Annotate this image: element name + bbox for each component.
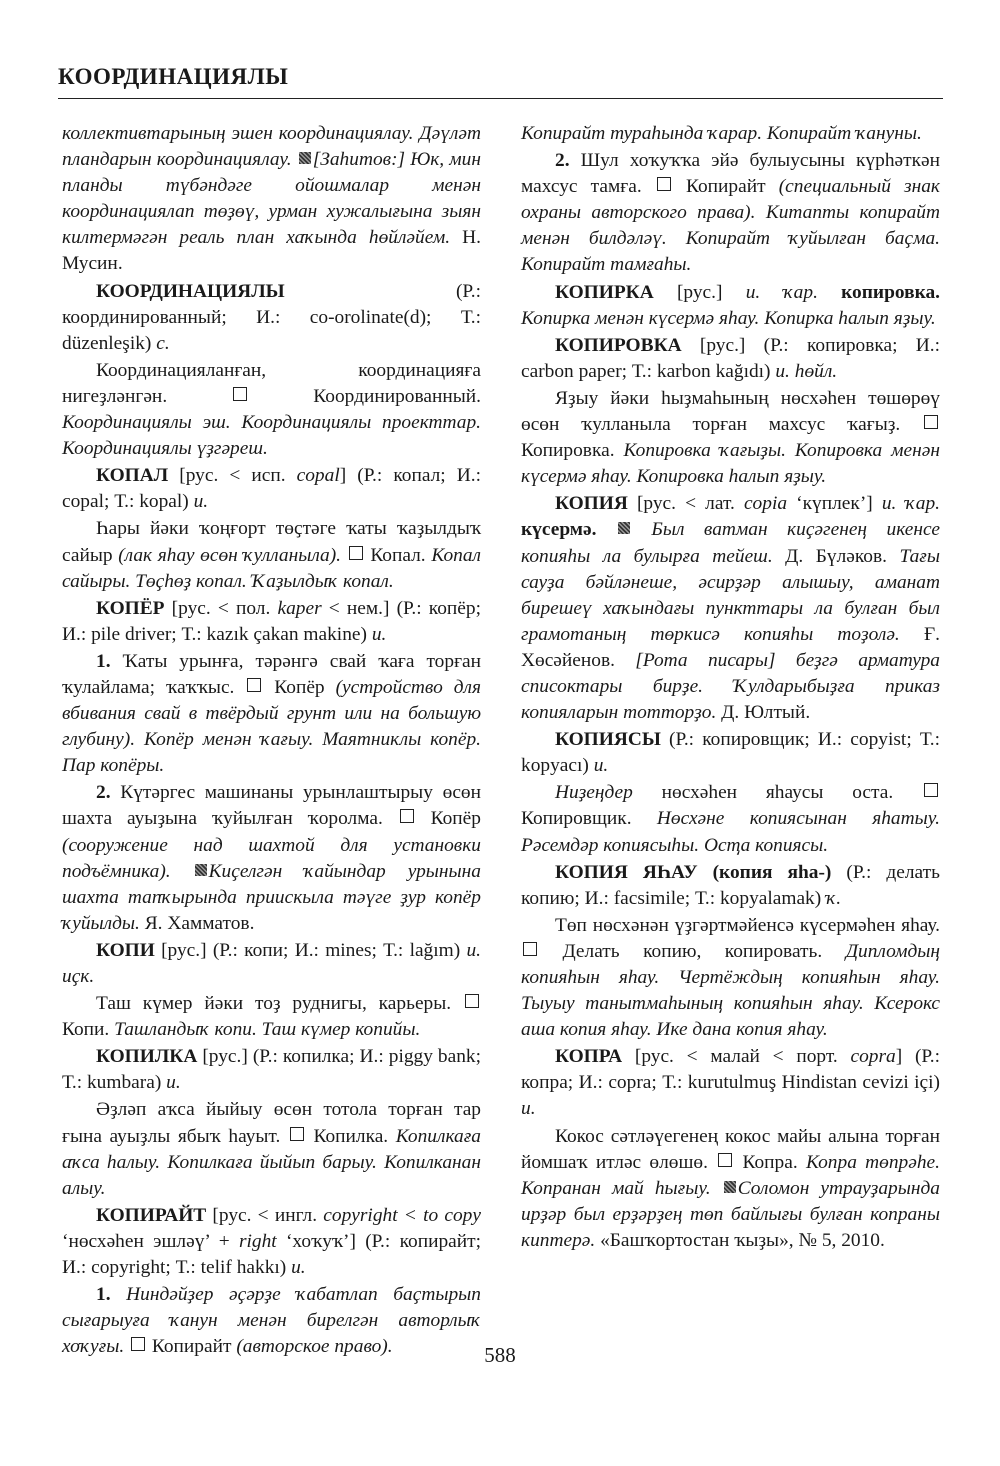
- etymology: ‘күплек’]: [787, 493, 882, 515]
- entry-kopiya-yahau: [521, 860, 940, 912]
- definition-text: Координацияланған, координацияға нигеҙләнгән.: [62, 359, 481, 407]
- spacer: [818, 282, 841, 303]
- equivalent-box-icon: [290, 1127, 304, 1141]
- equivalent-box-icon: [349, 546, 363, 560]
- sense-2: [62, 780, 481, 937]
- definition-text: Күтәргес машинаны урынлаштырыу өсөн шахта ауыҙына ҡуйылған ҡоролма.: [62, 782, 481, 830]
- headword: КОПИРОВКА: [555, 334, 682, 356]
- part-of-speech: и.: [521, 1098, 536, 1120]
- example-marker-icon: [195, 864, 207, 876]
- spacer: [596, 519, 615, 540]
- example-text: Копирка менән күсермә яһау. Копирка һалып яҙыу.: [521, 307, 936, 329]
- definition: [521, 780, 940, 858]
- etymon: copra: [850, 1046, 896, 1068]
- russian-equivalent: Копи.: [62, 1019, 115, 1041]
- quotation-author: Я. Хамматов.: [139, 912, 255, 934]
- sense-number: 2.: [96, 782, 111, 804]
- example-text: Копал сайыры. Төҫһөҙ копал. Ҡаҙылдыҡ копал.: [62, 544, 481, 592]
- example-text: Копирайт тураһында ҡарар. Копирайт ҡануны.: [521, 123, 922, 144]
- etymology: (Р.: копировщик; И.: copyist; Т.: kopyacı): [521, 729, 940, 777]
- sense-number: 1.: [96, 1284, 111, 1306]
- entry-koper: [62, 596, 481, 648]
- entry-kopirka: [521, 280, 940, 332]
- part-of-speech: и. ҡар.: [745, 281, 818, 303]
- entry-kopi: [62, 938, 481, 990]
- definition: [62, 516, 481, 594]
- quotation-text: [Заһитов:] Юк, мин планды түбәндәге ойошмалар менән координациялап төҙөү, урман хужалығына зыян килтермәгән реаль план хаҡында һөйләйем.: [62, 149, 481, 249]
- definition: [62, 991, 481, 1043]
- etymology: [рус. < ингл.: [206, 1204, 324, 1226]
- part-of-speech: и.: [593, 755, 609, 777]
- etymology: [рус.] (Р.: копировка; И.: carbon paper; Т.: karbon kağıdı): [521, 334, 940, 382]
- part-of-speech: и.: [291, 1257, 306, 1279]
- definition: [521, 1124, 940, 1254]
- example-marker-icon: [618, 522, 630, 534]
- entry-kopirovka: [521, 333, 940, 385]
- example-marker-icon: [724, 1181, 736, 1193]
- header-rule: [58, 98, 943, 99]
- entry-continuation: [62, 121, 481, 278]
- etymology: (Р.: координированный; И.: co-orolinate(d); Т.: düzenleşik): [62, 280, 481, 354]
- quotation-author: Н. Мусин.: [62, 227, 481, 275]
- headword: КОПИЛКА: [96, 1046, 198, 1068]
- page-number: 588: [484, 1343, 516, 1367]
- definition-text: Ниндәйҙер әҫәрҙе ҡабатлап баҫтырып сығарыуға ҡанун менән бирелгән авторлыҡ хоҡуғы.: [62, 1284, 481, 1358]
- etymology: ] (Р.: копал; И.: copal; Т.: kopal): [62, 465, 481, 513]
- etymology: ‘нөсхәһен эшләү’ +: [62, 1230, 239, 1252]
- etymon: right: [238, 1230, 277, 1252]
- example-text: (устройство для вбивания свай в твёрдый грунт или на большую глубину). Копёр менән ҡағыу. Маятниклы копёр. Пар копёры.: [62, 676, 481, 777]
- equivalent-box-icon: [718, 1153, 732, 1167]
- equivalent-box-icon: [233, 387, 247, 401]
- part-of-speech: ҡ.: [826, 887, 842, 909]
- etymology: < нем.] (Р.: копёр; И.: pile driver; Т.: kazık çakan makine): [62, 597, 482, 645]
- example-text: Координациялы эш. Координациялы проекттар. Координациялы үҙгәреш.: [62, 412, 481, 460]
- headword: КОПРА: [555, 1046, 623, 1068]
- part-of-speech: и. ҡар.: [881, 493, 940, 515]
- headword: КООРДИНАЦИЯЛЫ: [96, 280, 285, 302]
- equivalent-box-icon: [924, 415, 938, 429]
- definition-note: (авторское право).: [236, 1336, 393, 1358]
- example-text: (специальный знак охраны авторского права). Китапты копирайт менән билдәләү. Копирайт ҡуйылған баҫма. Копирайт тамғаһы.: [521, 176, 940, 276]
- quotation-text: [Рота писары] беҙгә арматура списоктары бирҙе. Ҡулдарыбыҙға приказ копияларын тотторҙо.: [521, 649, 940, 724]
- russian-equivalent: Координированный.: [249, 385, 481, 407]
- entry-kopiyasy: [521, 727, 940, 779]
- definition-text: Әҙләп аҡса йыйыу өсөн тотола торған тар ғына ауыҙлы ябыҡ һауыт.: [62, 1099, 481, 1147]
- definition-text: Төп нөсхәнән үҙгәртмәйенсә күсермәһен яһау.: [555, 914, 940, 936]
- example-text: Ташландыҡ копи. Таш күмер копийы.: [114, 1019, 421, 1041]
- etymology: ‘хоҡуҡ’] (Р.: копирайт; И.: copyright; Т.: telif hakkı): [62, 1230, 481, 1279]
- stem-form: (копия яһа-): [712, 861, 832, 883]
- quotation-text: Тағы сауҙа бәйләнеше, әсирҙәр алышыу, аманат бирешеү хаҡындағы пункттары ла булған был грамотаның төркисә копияһы тоҙолә.: [521, 545, 940, 645]
- part-of-speech: и.: [166, 1072, 181, 1094]
- right-column: [521, 121, 940, 1255]
- definition-text: Шул хоҡуҡҡа эйә булыусыны күрһәткән махсус тамға.: [521, 150, 940, 198]
- quotation-author: Д. Юлтый.: [716, 702, 811, 724]
- sense-2: [521, 148, 940, 278]
- example-text: Нөсхәне копиясынан яһатыу. Рәсемдәр копиясыһы. Осҭа копиясы.: [521, 808, 940, 856]
- headword: КОПЁР: [96, 597, 165, 619]
- headword: КОПАЛ: [96, 465, 169, 487]
- etymology: [рус. < лат.: [627, 493, 744, 515]
- etymon: copyright < to copy: [323, 1204, 481, 1226]
- russian-equivalent: Копирайт: [672, 176, 779, 198]
- cross-reference: күсермә.: [521, 519, 597, 541]
- entry-kopra: [521, 1044, 940, 1122]
- etymology: [рус. < пол.: [164, 597, 278, 619]
- entry-continuation: [521, 121, 940, 147]
- example-text: Копировка ҡағыҙы. Копировка менән күсермә яһау. Копировка һалып яҙыу.: [521, 440, 940, 488]
- example-text: коллективтарының эшен координациялау. Дәүләт пландарын координациялау.: [62, 123, 481, 171]
- example-text: Копилкаға аҡса һалыу. Копилкаға йыйып барыу. Копилканан алыу.: [62, 1125, 481, 1199]
- equivalent-box-icon: [247, 678, 261, 692]
- part-of-speech: и.: [193, 491, 209, 513]
- sense-number: 1.: [96, 650, 111, 672]
- definition-text: Кокос сәтләүегенең кокос майы алына торған йомшаҡ итләс өлөшө.: [521, 1125, 940, 1173]
- russian-equivalent: Копировка.: [521, 440, 624, 462]
- sense-number: 2.: [555, 150, 570, 172]
- entry-kopiya: [521, 491, 940, 726]
- example-marker-icon: [299, 152, 311, 164]
- etymon: copal: [296, 465, 340, 487]
- russian-equivalent: Копра.: [734, 1151, 806, 1173]
- equivalent-box-icon: [657, 177, 671, 191]
- etymology: ] (Р.: копра; И.: copra; Т.: kurutulmuş Hindistan cevizi içi): [521, 1046, 941, 1094]
- example-text: Дипломдың копияһын яһау. Чертёждың копияһын яһау. Тыуыу танытмаһының копияһын яһау. Ксерокс аша копия яһау. Ике дана копия яһау.: [521, 940, 940, 1041]
- etymon: copia: [743, 493, 788, 515]
- quotation-source: «Башҡортостан ҡыҙы», № 5, 2010.: [595, 1229, 885, 1251]
- headword: КОПИЯ: [555, 493, 628, 515]
- definition-text: нөсхәһен яһаусы оста.: [632, 782, 922, 804]
- cross-reference: копировка.: [841, 281, 940, 303]
- etymology: [рус.]: [653, 281, 746, 303]
- headword: КОПИРКА: [555, 281, 654, 303]
- definition-text: Ниҙеңдер: [555, 782, 633, 804]
- definition-text: Һары йәки ҡоңғорт төҫтәге ҡаты ҡаҙылдыҡ сайыр: [62, 518, 481, 566]
- equivalent-box-icon: [400, 809, 414, 823]
- headword: КОПИЯСЫ: [555, 729, 661, 751]
- definition: [521, 913, 940, 1043]
- etymology: [рус.] (Р.: копилка; И.: piggy bank; Т.: kumbara): [62, 1046, 481, 1094]
- russian-equivalent: Копал.: [364, 544, 432, 566]
- definition: [62, 358, 481, 462]
- running-head: КООРДИНАЦИЯЛЫ: [58, 64, 289, 89]
- quotation-text: Соломон утрауҙарында ирҙәр был ерҙәрҙең төп байлығы булған копраны киптерә.: [521, 1177, 940, 1251]
- entry-kopirait: [62, 1203, 481, 1281]
- part-of-speech: и.: [371, 623, 387, 645]
- russian-equivalent: Копёр: [415, 808, 481, 830]
- definition-note: (лак яһау өсөн ҡулланыла).: [118, 544, 342, 566]
- quotation-text: Киҫелгән ҡайындар урынына шахта тапҡырында приискыла тәүге ҙур копёр ҡуйылды.: [62, 860, 481, 934]
- example-text: Копра төпрәһе. Копранан май һығыу.: [521, 1151, 940, 1199]
- russian-equivalent: Делать копию, копировать.: [539, 940, 846, 962]
- russian-equivalent: Копилка.: [305, 1125, 396, 1147]
- etymology: [рус.] (Р.: копи; И.: mines; Т.: lağım): [154, 939, 467, 961]
- definition-note: (сооружение над шахтой для установки подъёмника).: [62, 834, 481, 882]
- etymology: [рус. < малай < порт.: [622, 1046, 851, 1068]
- quotation-author: Ғ. Хөсәйенов.: [521, 623, 940, 671]
- etymology: (Р.: делать копию; И.: facsimile; Т.: kopyalamak): [521, 861, 940, 909]
- definition-text: Ҡаты урынға, тәрәнгә свай ҡаға торған ҡулайлама; ҡаҡҡыс.: [62, 650, 481, 698]
- definition-text: Яҙыу йәки һыҙмаһының нөсхәһен төшөрөү өсөн ҡулланыла торған махсус ҡағыҙ.: [521, 387, 940, 436]
- headword: КОПИ: [96, 939, 155, 961]
- headword: КОПИЯ ЯҺАУ: [555, 861, 698, 883]
- russian-equivalent: Копировщик.: [521, 808, 657, 830]
- equivalent-box-icon: [523, 942, 537, 956]
- russian-equivalent: Копирайт: [147, 1336, 237, 1358]
- entry-kopal: [62, 463, 481, 515]
- etymology: [рус. < исп.: [168, 465, 297, 487]
- equivalent-box-icon: [924, 783, 938, 797]
- definition: [62, 1097, 481, 1201]
- definition: [521, 386, 940, 490]
- definition-text: Таш күмер йәки тоҙ руднигы, карьеры.: [96, 993, 463, 1015]
- etymon: kaper: [277, 597, 322, 619]
- entry-koordinatsiyaly: [62, 279, 481, 357]
- equivalent-box-icon: [465, 994, 479, 1008]
- sense-1: [62, 649, 481, 779]
- spacer: [698, 862, 713, 883]
- entry-kopilka: [62, 1044, 481, 1096]
- headword: КОПИРАЙТ: [96, 1204, 207, 1226]
- part-of-speech: и. иҫк.: [62, 939, 481, 987]
- left-column: [62, 121, 481, 1361]
- russian-equivalent: Копёр: [263, 676, 336, 698]
- part-of-speech: и. һөйл.: [775, 360, 838, 382]
- part-of-speech: с.: [156, 332, 170, 354]
- quotation-author: Д. Бүләков.: [772, 545, 900, 567]
- quotation-text: Был ватман киҫәгенең икенсе копияһы ла булырға тейеш.: [521, 519, 940, 567]
